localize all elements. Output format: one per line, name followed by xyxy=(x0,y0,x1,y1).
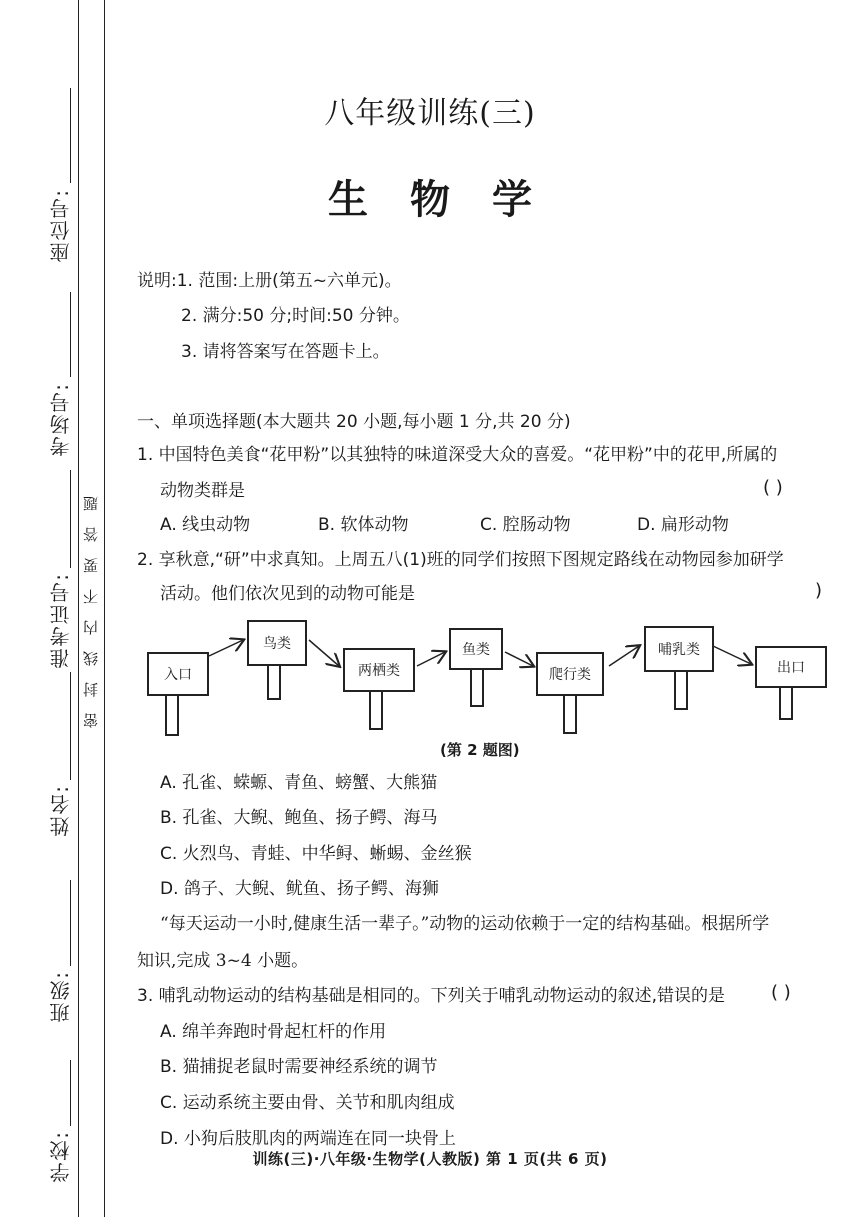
q2-stem-line-1: 2. 享秋意,“研”中求真知。上周五八(1)班的同学们按照下图规定路线在动物园参加研学 xyxy=(137,550,784,570)
sign-post-mammals xyxy=(674,670,688,710)
q3-option-d: D. 小狗后肢肌肉的两端连在同一块骨上 xyxy=(160,1129,456,1149)
q2-option-a: A. 孔雀、蝾螈、青鱼、螃蟹、大熊猫 xyxy=(160,773,438,793)
section-heading: 一、单项选择题(本大题共 20 小题,每小题 1 分,共 20 分) xyxy=(137,412,571,432)
arrow-mammals-to-exit xyxy=(713,646,751,664)
q2-option-d: D. 鸽子、大鲵、鱿鱼、扬子鳄、海狮 xyxy=(160,879,439,899)
school-line xyxy=(70,1060,71,1126)
intro-q3-4-line-2: 知识,完成 3~4 小题。 xyxy=(137,951,309,971)
sign-exit: 出口 xyxy=(755,646,827,688)
school-label: 学校: xyxy=(49,1130,73,1183)
sign-entrance: 入口 xyxy=(147,652,209,696)
seat-number-label: 座位号: xyxy=(49,188,73,263)
q1-option-b: B. 软体动物 xyxy=(318,515,409,535)
exam-title: 八年级训练(三) xyxy=(324,96,536,131)
arrow-birds-to-amphibians xyxy=(309,640,339,666)
q3-option-b: B. 猫捕捉老鼠时需要神经系统的调节 xyxy=(160,1057,438,1077)
arrow-amphibians-to-fish xyxy=(417,652,445,666)
exam-room-label: 考场号: xyxy=(49,382,73,457)
student-name-label: 姓名: xyxy=(49,784,73,837)
instruction-line-2: 2. 满分:50 分;时间:50 分钟。 xyxy=(181,306,410,326)
instruction-line-3: 3. 请将答案写在答题卡上。 xyxy=(181,342,390,362)
class-label: 班级: xyxy=(49,970,73,1023)
sign-post-reptiles xyxy=(563,694,577,734)
admission-ticket-line xyxy=(70,470,71,568)
instruction-line-1: 说明:1. 范围:上册(第五~六单元)。 xyxy=(137,271,402,291)
sign-birds: 鸟类 xyxy=(247,620,307,666)
intro-q3-4-line-1: “每天运动一小时,健康生活一辈子。”动物的运动依赖于一定的结构基础。根据所学 xyxy=(160,914,770,934)
q2-diagram-caption: (第 2 题图) xyxy=(440,741,520,759)
class-line xyxy=(70,880,71,966)
q3-option-a: A. 绵羊奔跑时骨起杠杆的作用 xyxy=(160,1022,387,1042)
q1-option-d: D. 扁形动物 xyxy=(637,515,729,535)
sign-mammals: 哺乳类 xyxy=(644,626,714,672)
q1-option-c: C. 腔肠动物 xyxy=(480,515,571,535)
zoo-route-diagram xyxy=(135,612,835,742)
arrow-fish-to-reptiles xyxy=(505,652,533,666)
sign-post-exit xyxy=(779,686,793,720)
sign-amphibians: 两栖类 xyxy=(343,648,415,692)
sign-reptiles: 爬行类 xyxy=(536,652,604,696)
exam-room-line xyxy=(70,292,71,377)
sign-post-amphibians xyxy=(369,690,383,730)
q2-answer-parenthesis: ) xyxy=(815,580,823,601)
q3-option-c: C. 运动系统主要由骨、关节和肌肉组成 xyxy=(160,1093,455,1113)
q2-option-b: B. 孔雀、大鲵、鲍鱼、扬子鳄、海马 xyxy=(160,808,438,828)
page-footer: 训练(三)·八年级·生物学(人教版) 第 1 页(共 6 页) xyxy=(252,1150,608,1168)
q2-option-c: C. 火烈鸟、青蛙、中华鲟、蜥蜴、金丝猴 xyxy=(160,844,472,864)
q3-answer-parentheses: ( ) xyxy=(771,982,791,1003)
q1-answer-parentheses: ( ) xyxy=(763,477,783,498)
q1-stem-line-1: 1. 中国特色美食“花甲粉”以其独特的味道深受大众的喜爱。“花甲粉”中的花甲,所属的 xyxy=(137,445,778,465)
sign-post-entrance xyxy=(165,694,179,736)
subject-title: 生物学 xyxy=(328,176,574,223)
admission-ticket-label: 准考证号: xyxy=(49,572,73,669)
arrow-reptiles-to-mammals xyxy=(609,646,639,666)
sign-fish: 鱼类 xyxy=(449,628,503,670)
student-name-line xyxy=(70,672,71,780)
seal-line-notice: 密封线内不要答题 xyxy=(82,480,100,728)
q1-option-a: A. 线虫动物 xyxy=(160,515,251,535)
q1-stem-line-2: 动物类群是 xyxy=(160,481,245,501)
sign-post-birds xyxy=(267,663,281,700)
q2-stem-line-2: 活动。他们依次见到的动物可能是 xyxy=(160,584,415,604)
arrow-entrance-to-birds xyxy=(209,640,243,656)
sign-post-fish xyxy=(470,667,484,707)
q3-stem: 3. 哺乳动物运动的结构基础是相同的。下列关于哺乳动物运动的叙述,错误的是 xyxy=(137,986,726,1006)
